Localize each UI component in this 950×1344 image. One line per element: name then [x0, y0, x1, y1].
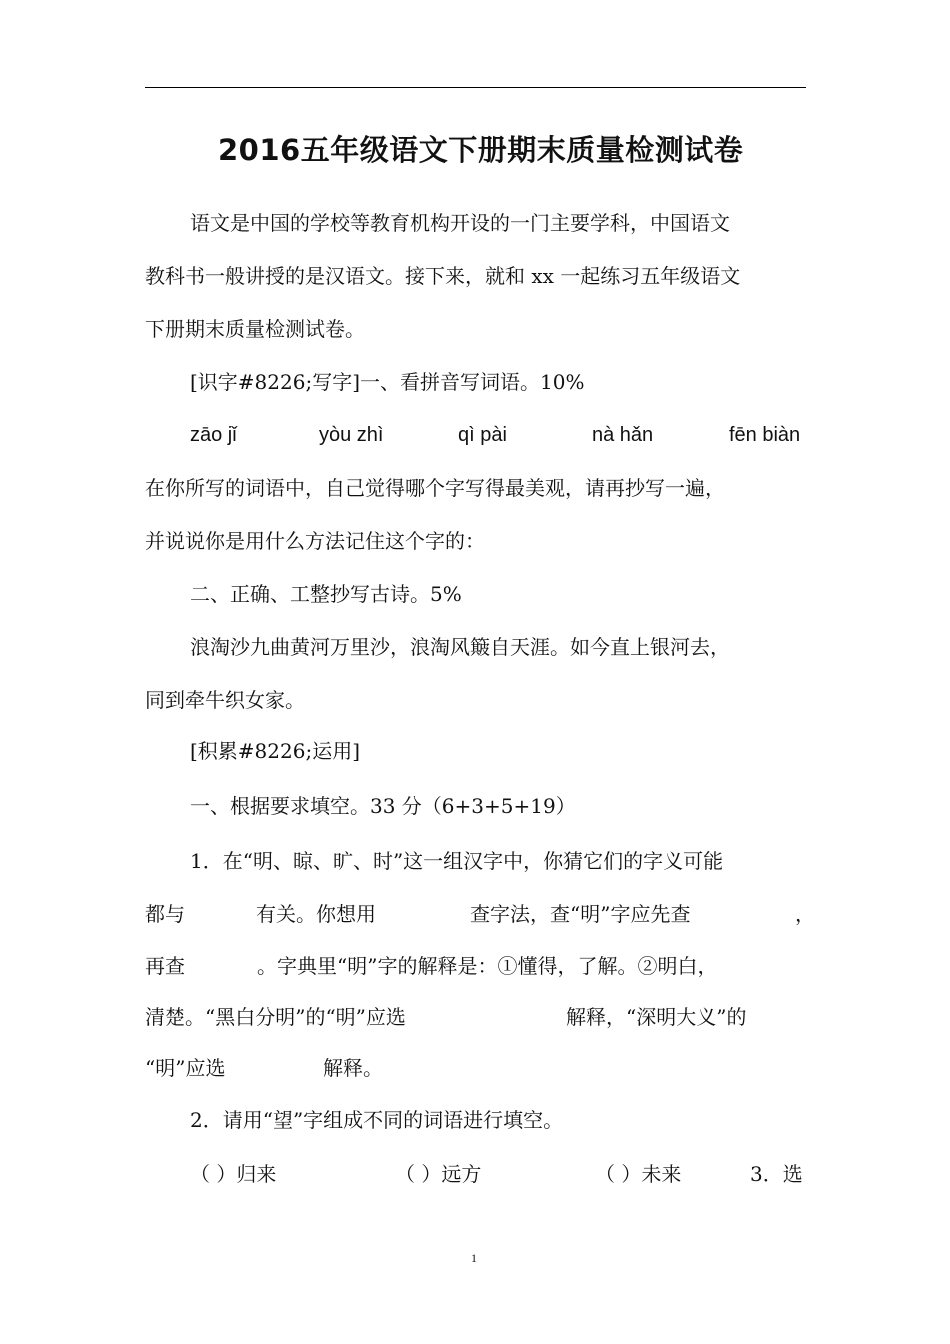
copy-question-line-1: 在你所写的词语中，自己觉得哪个字写得最美观，请再抄写一遍，	[145, 476, 725, 500]
section2-heading: 二、正确、工整抄写古诗。5%	[190, 582, 462, 606]
document-title: 2016五年级语文下册期末质量检测试卷	[218, 133, 744, 167]
pinyin-4: nà hǎn	[592, 424, 654, 446]
poem-line-2: 同到牵牛织女家。	[145, 688, 305, 712]
q1-line-5a: “明”应选	[145, 1056, 226, 1080]
fill-heading: 一、根据要求填空。33 分（6+3+5+19）	[190, 794, 576, 818]
q2-blank-2: （ ）远方	[395, 1162, 482, 1186]
q3-start: 3．选	[750, 1162, 803, 1186]
q1-line-3a: 再查	[145, 954, 185, 978]
page-number: 1	[471, 1251, 477, 1265]
intro-line-2: 教科书一般讲授的是汉语文。接下来，就和 xx 一起练习五年级语文	[145, 264, 741, 288]
section3-heading: [积累#8226;运用]	[190, 739, 360, 763]
q1-line-4a: 清楚。“黑白分明”的“明”应选	[145, 1005, 406, 1029]
q1-line-2c: 查字法，查“明”字应先查	[470, 902, 691, 926]
pinyin-1: zāo jǐ	[190, 424, 237, 446]
q2-line-1: 2．请用“望”字组成不同的词语进行填空。	[190, 1108, 564, 1132]
q1-line-4b: 解释，“深明大义”的	[566, 1005, 747, 1029]
q1-line-2a: 都与	[145, 902, 185, 926]
q1-line-2b: 有关。你想用	[256, 902, 376, 926]
q1-line-5b: 解释。	[323, 1056, 383, 1080]
poem-line-1: 浪淘沙九曲黄河万里沙，浪淘风簸自天涯。如今直上银河去，	[190, 635, 730, 659]
q2-blank-3: （ ）未来	[595, 1162, 682, 1186]
copy-question-line-2: 并说说你是用什么方法记住这个字的：	[145, 529, 485, 553]
intro-line-1: 语文是中国的学校等教育机构开设的一门主要学科，中国语文	[190, 211, 730, 235]
pinyin-5: fēn biàn	[729, 424, 801, 446]
pinyin-3: qì pài	[458, 424, 507, 446]
q1-line-3b: 。字典里“明”字的解释是：①懂得，了解。②明白，	[257, 954, 718, 978]
q1-line-1: 1．在“明、晾、旷、时”这一组汉字中，你猜它们的字义可能	[190, 849, 724, 873]
section1-heading: [识字#8226;写字]一、看拼音写词语。10%	[190, 370, 585, 394]
q2-blank-1: （ ）归来	[190, 1162, 277, 1186]
q1-line-2d: ，	[795, 902, 815, 926]
header-rule	[145, 87, 806, 88]
pinyin-2: yòu zhì	[319, 424, 384, 446]
intro-line-3: 下册期末质量检测试卷。	[145, 317, 365, 341]
